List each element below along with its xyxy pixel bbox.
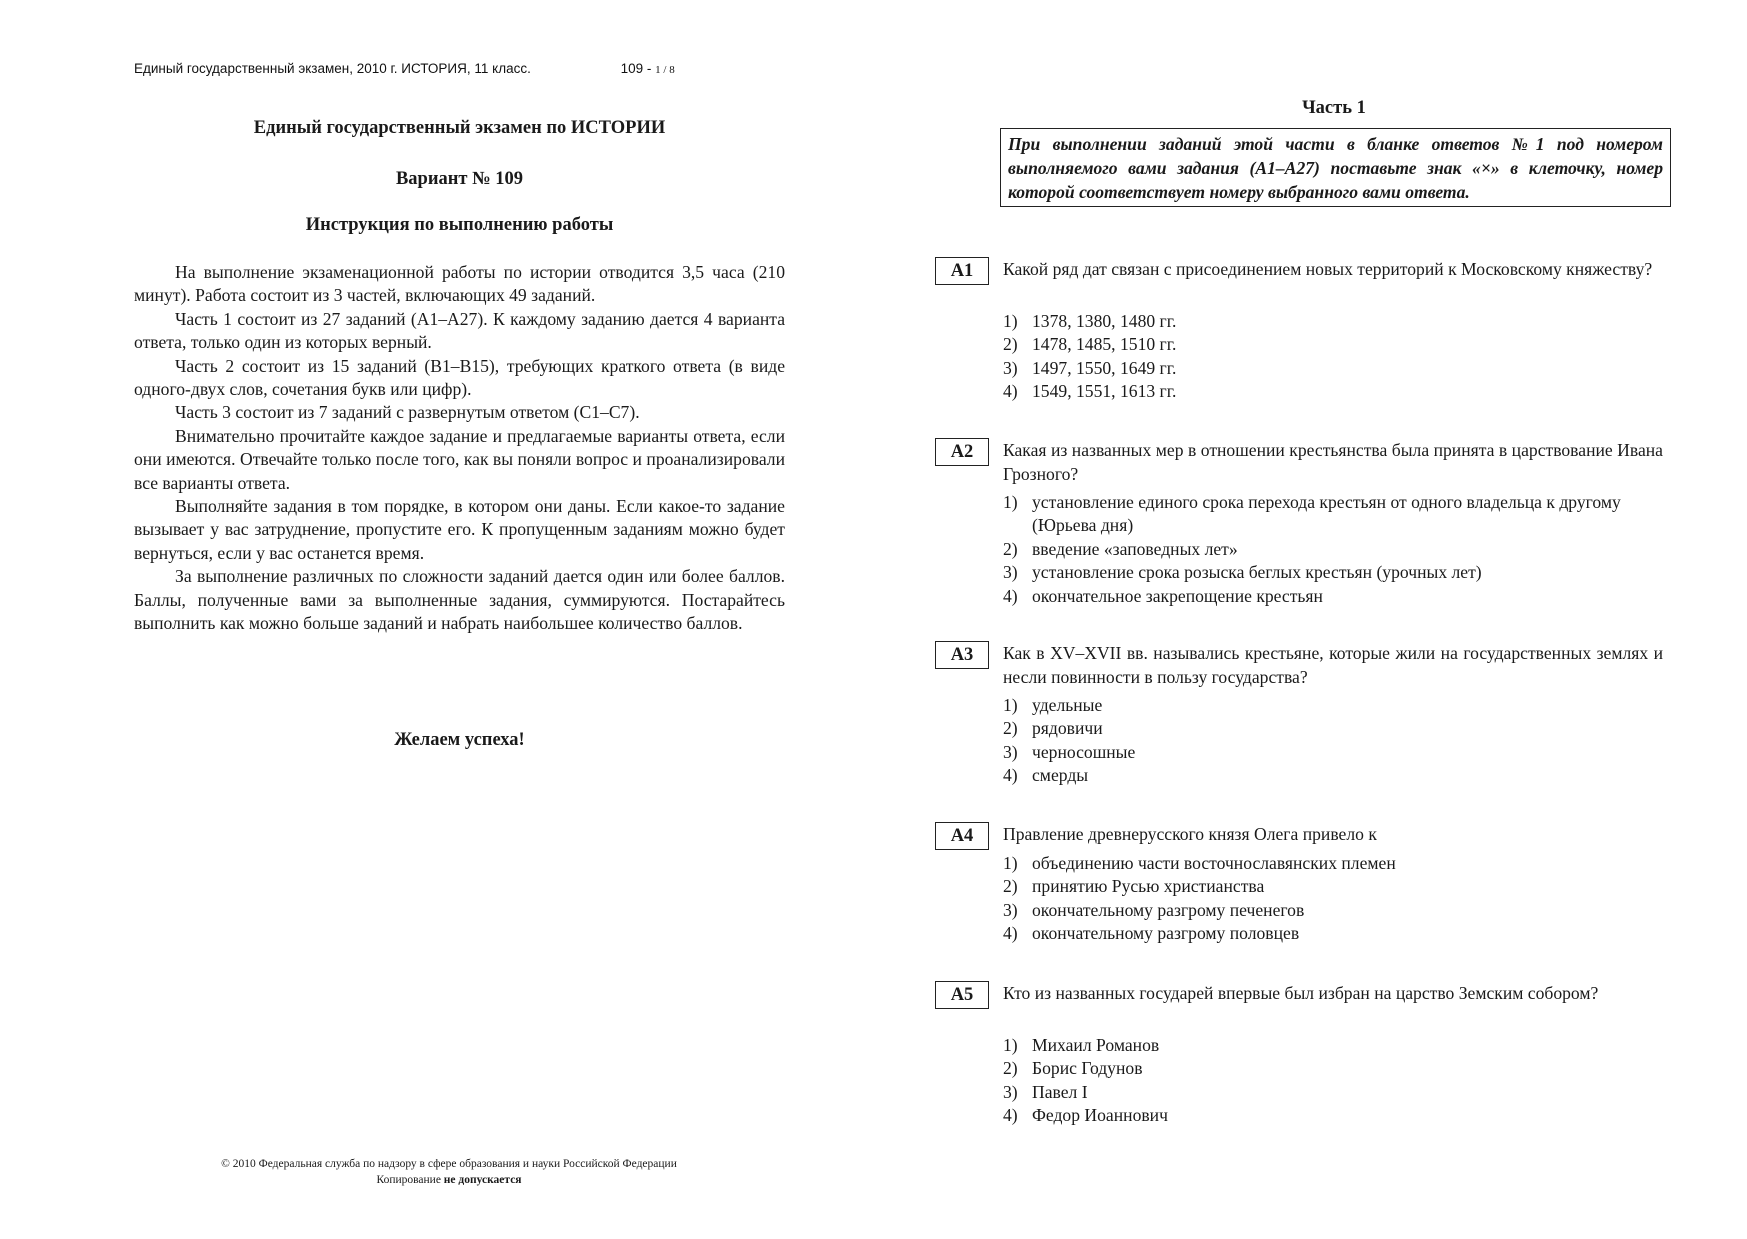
option-number: 1) xyxy=(1003,492,1018,512)
question-text: Какой ряд дат связан с присоединением новых территорий к Московскому княжеству? xyxy=(1003,259,1653,279)
running-header xyxy=(134,61,675,76)
page-code: 109 - xyxy=(620,61,652,76)
option-text: 1478, 1485, 1510 гг. xyxy=(1032,334,1177,355)
option-number: 3) xyxy=(1003,741,1018,762)
instructions-paragraph: На выполнение экзаменационной работы по истории отводится 3,5 часа (210 минут). Работа состоит из 3 частей, включающих 49 заданий. xyxy=(134,262,785,306)
answer-options xyxy=(1003,491,1663,608)
variant-title: Вариант № 109 xyxy=(395,169,524,189)
option-number: 1) xyxy=(1003,311,1018,331)
option-text: установление единого срока перехода крестьян от одного владельца к другому (Юрьева дня) xyxy=(1032,492,1621,536)
option-text: 1497, 1550, 1649 гг. xyxy=(1032,357,1177,378)
option-text: рядовичи xyxy=(1032,718,1103,739)
answer-option xyxy=(1003,357,1663,380)
option-text: введение «заповедных лет» xyxy=(1032,538,1238,559)
question-label: A5 xyxy=(935,981,989,1009)
option-text: принятию Русью христианства xyxy=(1032,876,1265,897)
running-title: Единый государственный экзамен, 2010 г. ИСТОРИЯ, 11 класс. xyxy=(134,61,531,76)
option-text: окончательному разгрому печенегов xyxy=(1032,899,1305,920)
instructions-paragraph: Часть 2 состоит из 15 заданий (В1–В15), требующих краткого ответа (в виде одного-двух слов, сочетания букв или цифр). xyxy=(134,355,785,400)
option-text: Михаил Романов xyxy=(1032,1035,1160,1055)
option-number: 4) xyxy=(1003,765,1018,786)
answer-option xyxy=(1003,875,1663,898)
copyright-footer xyxy=(164,1156,734,1188)
option-number: 4) xyxy=(1003,381,1018,402)
answer-option xyxy=(1003,1034,1663,1057)
answer-option xyxy=(1003,899,1663,922)
option-number: 3) xyxy=(1003,562,1018,583)
option-text: Борис Годунов xyxy=(1032,1058,1143,1079)
option-number: 1) xyxy=(1003,1035,1018,1055)
answer-options xyxy=(1003,694,1663,788)
option-number: 1) xyxy=(1003,853,1018,873)
answer-option xyxy=(1003,538,1663,561)
question-text: Кто из названных государей впервые был избран на царство Земским собором? xyxy=(1003,983,1599,1003)
option-text: объединению части восточнославянских племен xyxy=(1032,853,1396,873)
option-text: черносошные xyxy=(1032,741,1136,762)
copy-notice xyxy=(164,1172,734,1188)
answer-option xyxy=(1003,333,1663,356)
answer-option xyxy=(1003,852,1663,875)
copy-notice-bold: не допускается xyxy=(443,1174,522,1186)
answer-option xyxy=(1003,491,1663,538)
answer-option xyxy=(1003,764,1663,787)
answer-option xyxy=(1003,1057,1663,1080)
answer-option xyxy=(1003,922,1663,945)
option-number: 4) xyxy=(1003,1105,1018,1126)
option-number: 2) xyxy=(1003,1058,1018,1079)
answer-option xyxy=(1003,561,1663,584)
option-number: 3) xyxy=(1003,1081,1018,1102)
part-title: Часть 1 xyxy=(1302,98,1366,118)
option-text: смерды xyxy=(1032,765,1089,786)
instructions-text xyxy=(134,261,785,636)
instructions-title: Инструкция по выполнению работы xyxy=(305,215,614,235)
page-num: 1 / 8 xyxy=(655,64,675,76)
answer-option xyxy=(1003,717,1663,740)
option-number: 2) xyxy=(1003,538,1018,559)
part-instruction-box: При выполнении заданий этой части в бланке ответов №1 под номером выполняемого вами задания (А1–А27) поставьте знак «×» в клеточку, номер которой соответствует номеру выбранного вами ответа. xyxy=(1000,128,1671,207)
instructions-paragraph: Выполняйте задания в том порядке, в котором они даны. Если какое-то задание вызывает у вас затруднение, пропустите его. К пропущенным заданиям можно будет вернуться, если у вас останется время. xyxy=(134,496,785,563)
question-label: A2 xyxy=(935,438,989,466)
instructions-paragraph: За выполнение различных по сложности заданий дается один или более баллов. Баллы, полученные вами за выполненные задания, суммируются. Постарайтесь выполнить как можно больше заданий и набрать наибольшее количество баллов. xyxy=(134,566,785,634)
option-number: 1) xyxy=(1003,695,1018,715)
option-text: установление срока розыска беглых крестьян (урочных лет) xyxy=(1032,562,1482,583)
answer-option xyxy=(1003,1104,1663,1127)
question-text: Правление древнерусского князя Олега привело к xyxy=(1003,824,1377,844)
exam-title: Единый государственный экзамен по ИСТОРИИ xyxy=(253,118,666,138)
option-number: 4) xyxy=(1003,585,1018,606)
option-text: Павел I xyxy=(1032,1081,1088,1102)
question-text: Как в XV–XVII вв. назывались крестьяне, которые жили на государственных землях и несли повинности в пользу государства? xyxy=(1003,643,1663,687)
page-number xyxy=(621,61,675,76)
instructions-paragraph: Часть 1 состоит из 27 заданий (А1–А27). К каждому заданию дается 4 варианта ответа, только один из которых верный. xyxy=(134,308,785,353)
answer-option xyxy=(1003,310,1663,333)
answer-options xyxy=(1003,1034,1663,1128)
option-text: 1549, 1551, 1613 гг. xyxy=(1032,381,1177,402)
question-text: Какая из названных мер в отношении крестьянства была принята в царствование Ивана Грозного? xyxy=(1003,440,1663,484)
question-label: A3 xyxy=(935,641,989,669)
option-number: 2) xyxy=(1003,876,1018,897)
option-number: 4) xyxy=(1003,923,1018,944)
answer-option xyxy=(1003,380,1663,403)
copyright-line: © 2010 Федеральная служба по надзору в сфере образования и науки Российской Федерации xyxy=(221,1158,677,1170)
option-number: 3) xyxy=(1003,899,1018,920)
question-label: A1 xyxy=(935,257,989,285)
answer-options xyxy=(1003,310,1663,404)
answer-option xyxy=(1003,1081,1663,1104)
answer-option xyxy=(1003,741,1663,764)
instructions-paragraph: Внимательно прочитайте каждое задание и предлагаемые варианты ответа, если они имеются. Отвечайте только после того, как вы поняли вопрос и проанализировали все варианты ответа. xyxy=(134,425,785,493)
option-number: 3) xyxy=(1003,357,1018,378)
option-text: удельные xyxy=(1032,695,1103,715)
answer-option xyxy=(1003,694,1663,717)
option-number: 2) xyxy=(1003,334,1018,355)
answer-option xyxy=(1003,585,1663,608)
option-text: окончательное закрепощение крестьян xyxy=(1032,585,1323,606)
option-text: окончательному разгрому половцев xyxy=(1032,923,1300,944)
answer-options xyxy=(1003,852,1663,946)
question-label: A4 xyxy=(935,822,989,850)
good-luck-text: Желаем успеха! xyxy=(394,730,525,750)
option-text: 1378, 1380, 1480 гг. xyxy=(1032,311,1177,331)
option-text: Федор Иоаннович xyxy=(1032,1105,1168,1126)
copy-notice-prefix: Копирование xyxy=(376,1174,441,1186)
instructions-paragraph: Часть 3 состоит из 7 заданий с развернутым ответом (С1–С7). xyxy=(175,402,640,423)
option-number: 2) xyxy=(1003,718,1018,739)
